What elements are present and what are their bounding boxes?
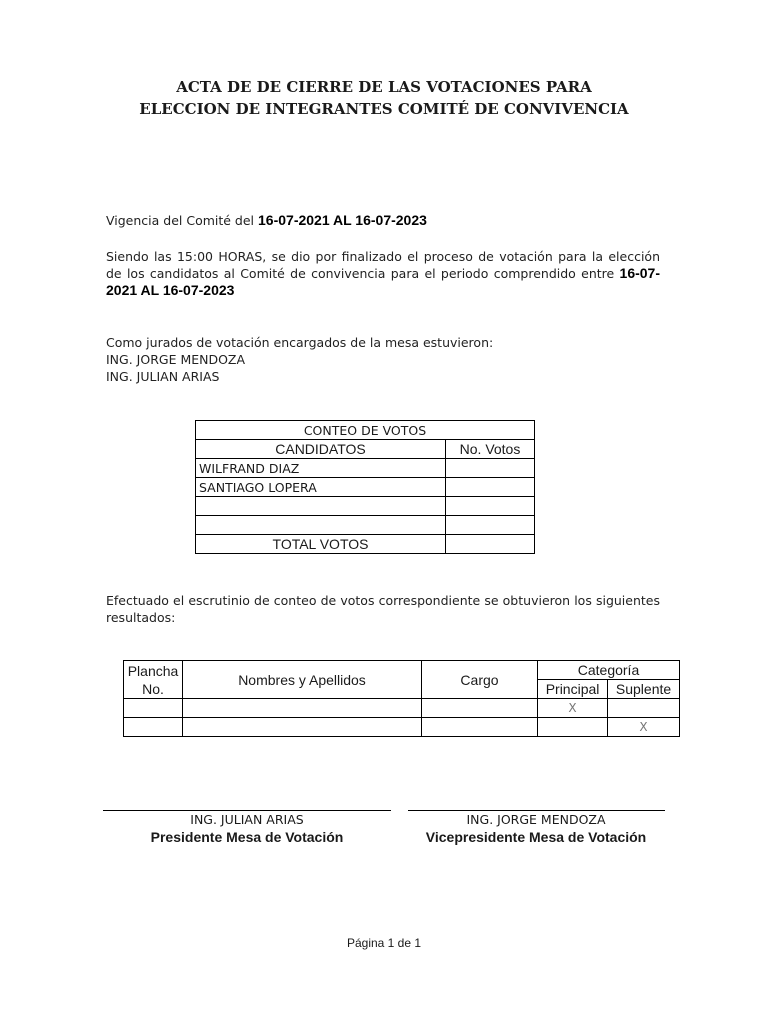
candidate-cell: WILFRAND DIAZ	[196, 459, 446, 478]
principal-cell: X	[538, 699, 608, 718]
candidate-cell	[196, 516, 446, 535]
signature-line-vicepresident	[408, 810, 665, 811]
president-role: Presidente Mesa de Votación	[150, 829, 344, 845]
table-row	[124, 699, 680, 718]
jurors-intro: Como jurados de votación encargados de la mesa estuvieron:	[106, 335, 494, 350]
suplente-header: Suplente	[608, 680, 680, 699]
president-name: ING. JULIAN ARIAS	[190, 812, 304, 827]
votes-cell	[446, 459, 535, 478]
page-number: Página 1 de 1	[346, 936, 422, 950]
closing-paragraph	[106, 248, 660, 299]
cargo-header: Cargo	[422, 661, 538, 699]
principal-cell	[538, 718, 608, 737]
candidate-cell	[196, 497, 446, 516]
suplente-cell: X	[608, 718, 680, 737]
closing-text: Siendo las 15:00 HORAS, se dio por finalizado el proceso de votación para la elección de los candidatos al Comité de convivencia para el periodo comprendido entre	[106, 249, 660, 281]
title-line-1: ACTA DE DE CIERRE DE LAS VOTACIONES PARA	[176, 78, 592, 96]
vigencia-value: 16-07-2021 AL 16-07-2023	[258, 212, 427, 228]
juror-name: ING. JORGE MENDOZA	[106, 352, 246, 367]
table-row	[196, 459, 535, 478]
vigencia-paragraph	[106, 212, 660, 229]
votes-cell	[446, 516, 535, 535]
plancha-header: Plancha No.	[124, 661, 183, 699]
candidates-header: CANDIDATOS	[196, 440, 446, 459]
jurors-paragraph	[106, 334, 660, 385]
vote-count-title: CONTEO DE VOTOS	[196, 421, 535, 440]
names-cell	[183, 718, 422, 737]
vicepresident-role: Vicepresidente Mesa de Votación	[425, 829, 647, 845]
votes-header: No. Votos	[446, 440, 535, 459]
names-header: Nombres y Apellidos	[183, 661, 422, 699]
principal-header: Principal	[538, 680, 608, 699]
table-row	[196, 497, 535, 516]
document-title	[0, 76, 768, 120]
plancha-cell	[124, 699, 183, 718]
total-votes-label: TOTAL VOTOS	[196, 535, 446, 554]
table-row	[196, 516, 535, 535]
vote-count-table	[195, 420, 535, 554]
names-cell	[183, 699, 422, 718]
table-row	[196, 478, 535, 497]
cargo-cell	[422, 699, 538, 718]
table-row	[124, 718, 680, 737]
plancha-cell	[124, 718, 183, 737]
candidate-cell: SANTIAGO LOPERA	[196, 478, 446, 497]
vigencia-prefix: Vigencia del Comité del	[106, 213, 259, 228]
title-line-2: ELECCION DE INTEGRANTES COMITÉ DE CONVIVENCIA	[139, 100, 629, 118]
votes-cell	[446, 497, 535, 516]
suplente-cell	[608, 699, 680, 718]
signature-line-president	[103, 810, 391, 811]
category-header: Categoría	[538, 661, 680, 680]
closing-period: 16-07-2021 AL 16-07-2023	[106, 265, 660, 298]
votes-cell	[446, 478, 535, 497]
juror-name: ING. JULIAN ARIAS	[106, 369, 220, 384]
cargo-cell	[422, 718, 538, 737]
results-table	[123, 660, 680, 737]
total-votes-value	[446, 535, 535, 554]
vicepresident-name: ING. JORGE MENDOZA	[466, 812, 606, 827]
scrutiny-paragraph: Efectuado el escrutinio de conteo de votos correspondiente se obtuvieron los siguientes resultados:	[106, 593, 660, 625]
